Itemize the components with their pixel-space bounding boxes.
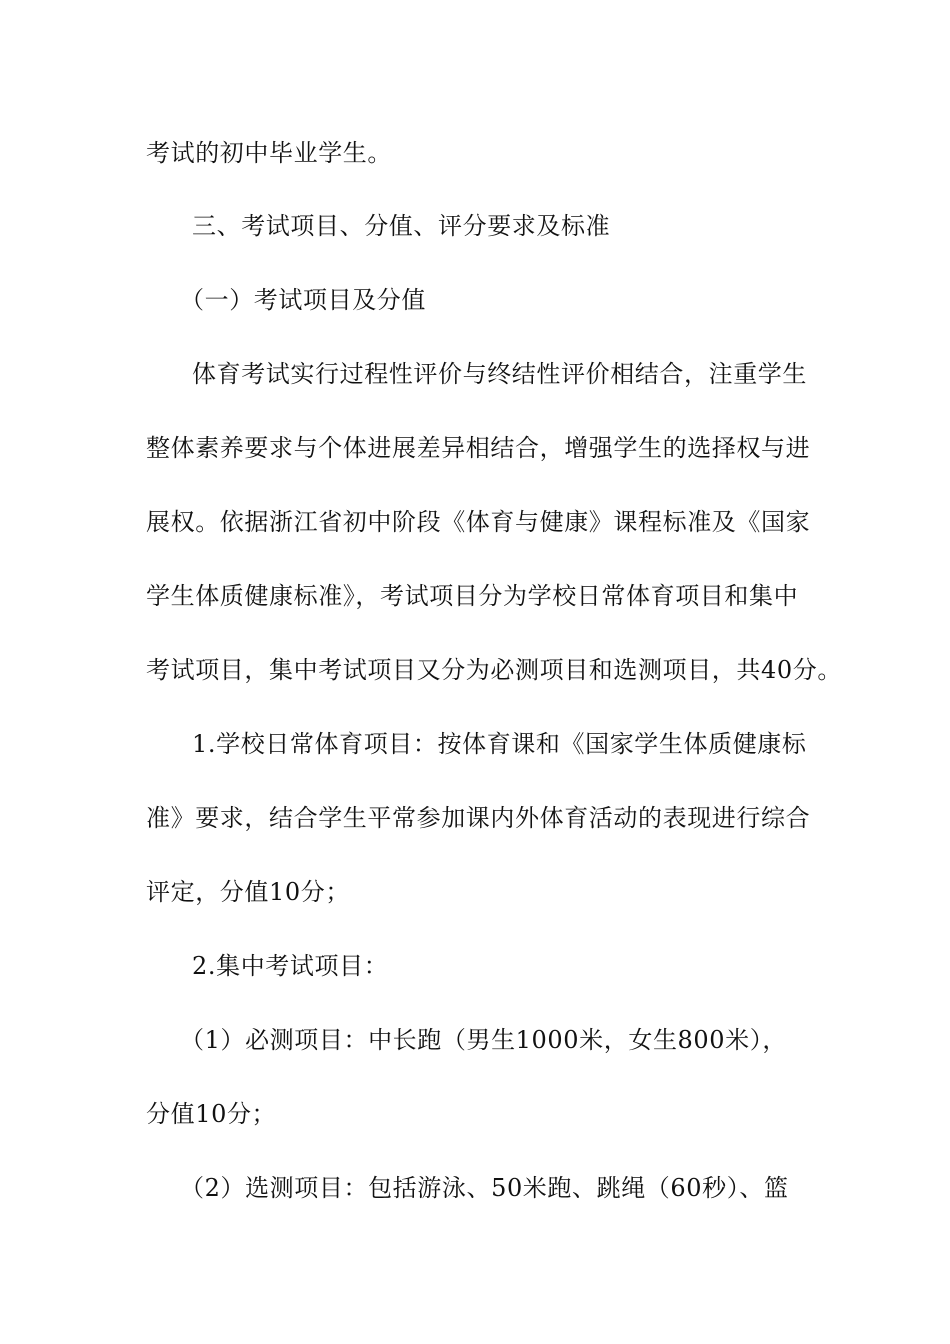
subsection-heading: （一）考试项目及分值 xyxy=(180,286,426,314)
paragraph-line: 学生体质健康标准》，考试项目分为学校日常体育项目和集中 xyxy=(146,582,799,610)
sub-list-item-line: 分值10分； xyxy=(146,1100,277,1128)
paragraph-line: 体育考试实行过程性评价与终结性评价相结合，注重学生 xyxy=(192,360,807,388)
sub-list-item-line: （1）必测项目：中长跑（男生1000米，女生800米）， xyxy=(180,1026,787,1054)
paragraph-line-continuation: 考试的初中毕业学生。 xyxy=(146,139,392,167)
list-item-line: 评定，分值10分； xyxy=(146,878,350,906)
list-item-line: 1.学校日常体育项目：按体育课和《国家学生体质健康标 xyxy=(192,730,807,758)
paragraph-line: 展权。依据浙江省初中阶段《体育与健康》课程标准及《国家 xyxy=(146,508,811,536)
paragraph-line: 考试项目，集中考试项目又分为必测项目和选测项目，共40分。 xyxy=(146,656,842,684)
section-heading: 三、考试项目、分值、评分要求及标准 xyxy=(192,212,611,240)
sub-list-item-line: （2）选测项目：包括游泳、50米跑、跳绳（60秒）、篮 xyxy=(180,1174,789,1202)
list-item-line: 2.集中考试项目： xyxy=(192,952,389,980)
list-item-line: 准》要求，结合学生平常参加课内外体育活动的表现进行综合 xyxy=(146,804,811,832)
paragraph-line: 整体素养要求与个体进展差异相结合，增强学生的选择权与进 xyxy=(146,434,811,462)
